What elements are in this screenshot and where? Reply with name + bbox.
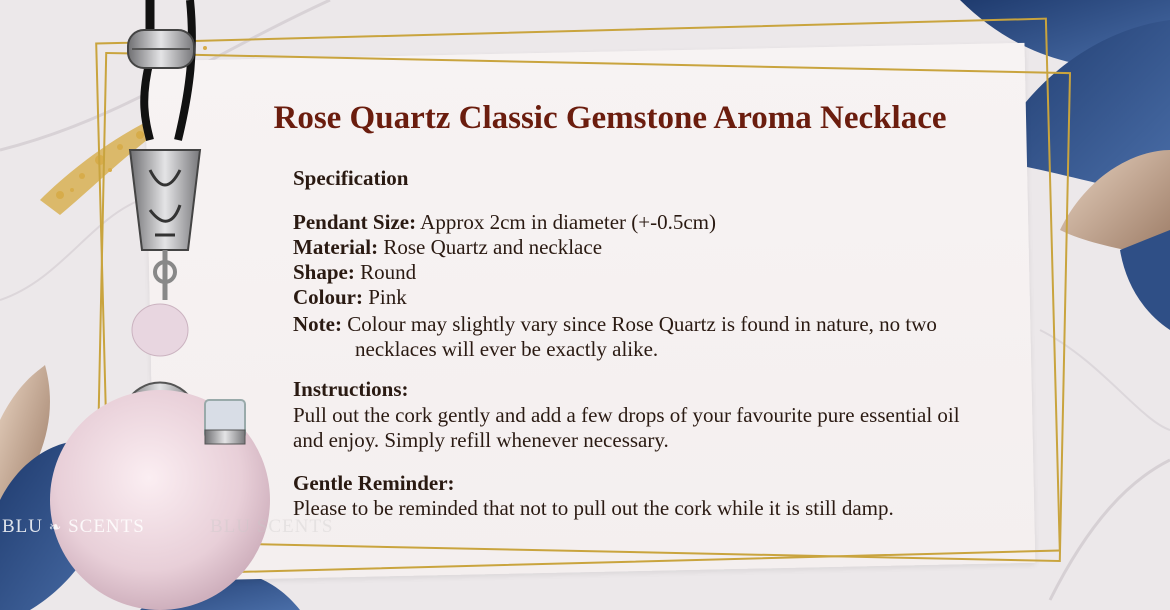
- spec-value: Approx 2cm in diameter (+-0.5cm): [420, 210, 717, 234]
- watermark-left-word: BLU: [2, 516, 43, 537]
- note-text-line2: necklaces will ever be exactly alike.: [355, 337, 659, 361]
- spec-label: Shape:: [293, 260, 355, 284]
- spec-value: Round: [360, 260, 417, 284]
- watermark-right-word: SCENTS: [256, 516, 334, 537]
- watermark-right-word: SCENTS: [68, 516, 145, 537]
- instructions-text: Pull out the cork gently and add a few drops of your favourite pure essential oil: [293, 403, 960, 427]
- spec-row: [293, 285, 407, 310]
- instructions-text-line2: and enjoy. Simply refill whenever necessary.: [293, 428, 669, 452]
- watermark-left-word: BLU: [210, 516, 251, 537]
- spec-value: Rose Quartz and necklace: [383, 235, 603, 259]
- instructions-heading: Instructions:: [293, 377, 409, 401]
- spec-row: [293, 210, 716, 235]
- spec-row: [293, 260, 416, 285]
- spec-label: Material:: [293, 235, 379, 259]
- watermark-brand-faded: [210, 516, 334, 538]
- note-text: Colour may slightly vary since Rose Quartz is found in nature, no two: [347, 312, 937, 336]
- spec-label: Colour:: [293, 285, 363, 309]
- spec-row: [293, 235, 602, 260]
- spec-value: Pink: [368, 285, 407, 309]
- feather-icon: ❧: [48, 520, 63, 536]
- watermark-brand: [2, 516, 145, 538]
- reminder-text: Please to be reminded that not to pull out the cork while it is still damp.: [293, 496, 894, 520]
- reminder-heading: Gentle Reminder:: [293, 471, 455, 495]
- note-label: Note:: [293, 312, 342, 336]
- specification-heading: Specification: [293, 166, 409, 190]
- page-title: Rose Quartz Classic Gemstone Aroma Necklace: [273, 100, 947, 136]
- note-row: [293, 312, 937, 337]
- spec-label: Pendant Size:: [293, 210, 417, 234]
